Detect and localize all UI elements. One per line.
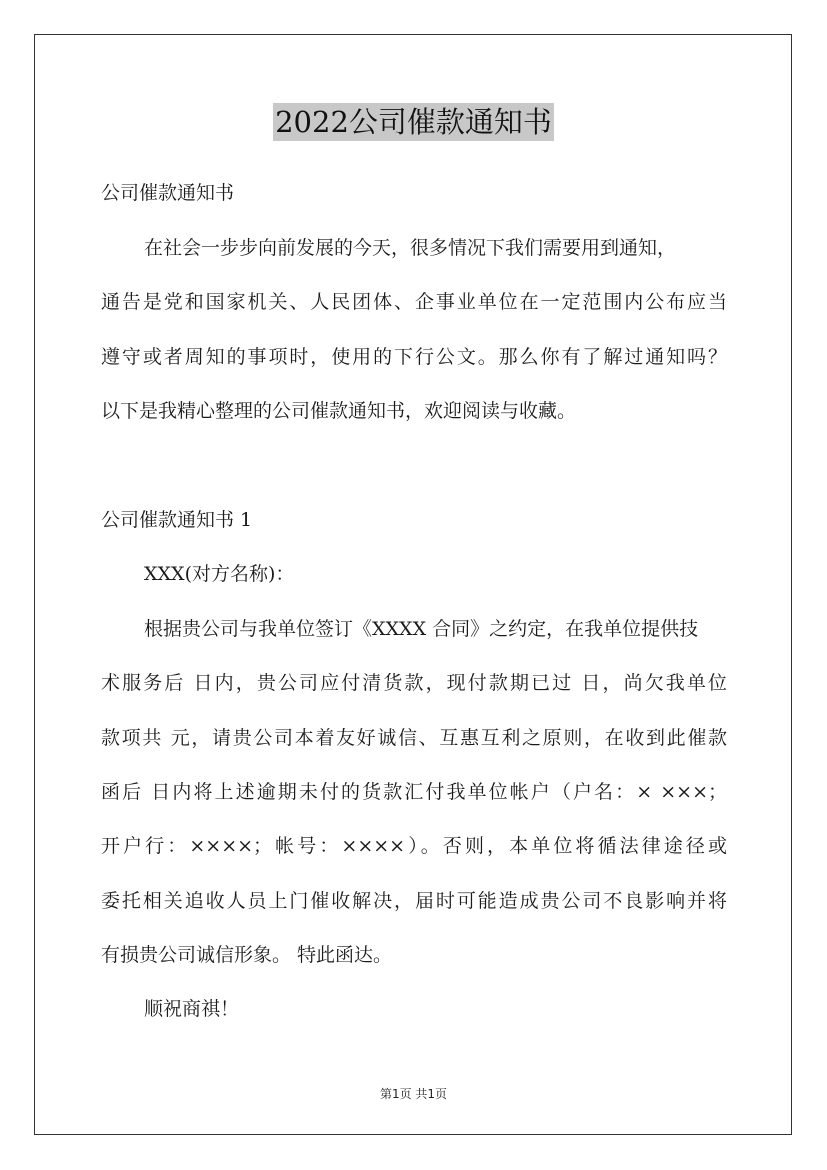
body-line-4: 函后 日内将上述逾期未付的货款汇付我单位帐户（户名：× ×××；	[101, 781, 727, 803]
recipient-line: XXX(对方名称)：	[144, 563, 295, 585]
body-line-5: 开户行：××××；帐号：××××）。否则，本单位将循法律途径或	[101, 835, 727, 857]
section-heading: 公司催款通知书 1	[101, 509, 253, 531]
intro-heading: 公司催款通知书	[101, 182, 235, 204]
document-title: 2022公司催款通知书	[275, 105, 552, 139]
page-footer: 第1页 共1页	[379, 1087, 448, 1101]
body-line-6: 委托相关追收人员上门催收解决，届时可能造成贵公司不良影响并将	[101, 890, 727, 912]
intro-paragraph-line-3: 遵守或者周知的事项时，使用的下行公文。那么你有了解过通知吗？	[101, 346, 727, 368]
intro-paragraph-line-4: 以下是我精心整理的公司催款通知书，欢迎阅读与收藏。	[101, 400, 577, 422]
body-line-1: 根据贵公司与我单位签订《XXXX 合同》之约定，在我单位提供技	[144, 618, 699, 640]
title-container	[0, 103, 827, 141]
closing-line: 顺祝商祺！	[144, 998, 240, 1020]
body-line-2: 术服务后 日内，贵公司应付清货款，现付款期已过 日，尚欠我单位	[101, 672, 727, 694]
body-line-7: 有损贵公司诚信形象。 特此函达。	[101, 944, 393, 966]
intro-paragraph-line-1: 在社会一步步向前发展的今天，很多情况下我们需要用到通知，	[144, 237, 677, 259]
body-line-3: 款项共 元，请贵公司本着友好诚信、互惠互利之原则，在收到此催款	[101, 727, 727, 749]
intro-paragraph-line-2: 通告是党和国家机关、人民团体、企事业单位在一定范围内公布应当	[101, 291, 727, 313]
